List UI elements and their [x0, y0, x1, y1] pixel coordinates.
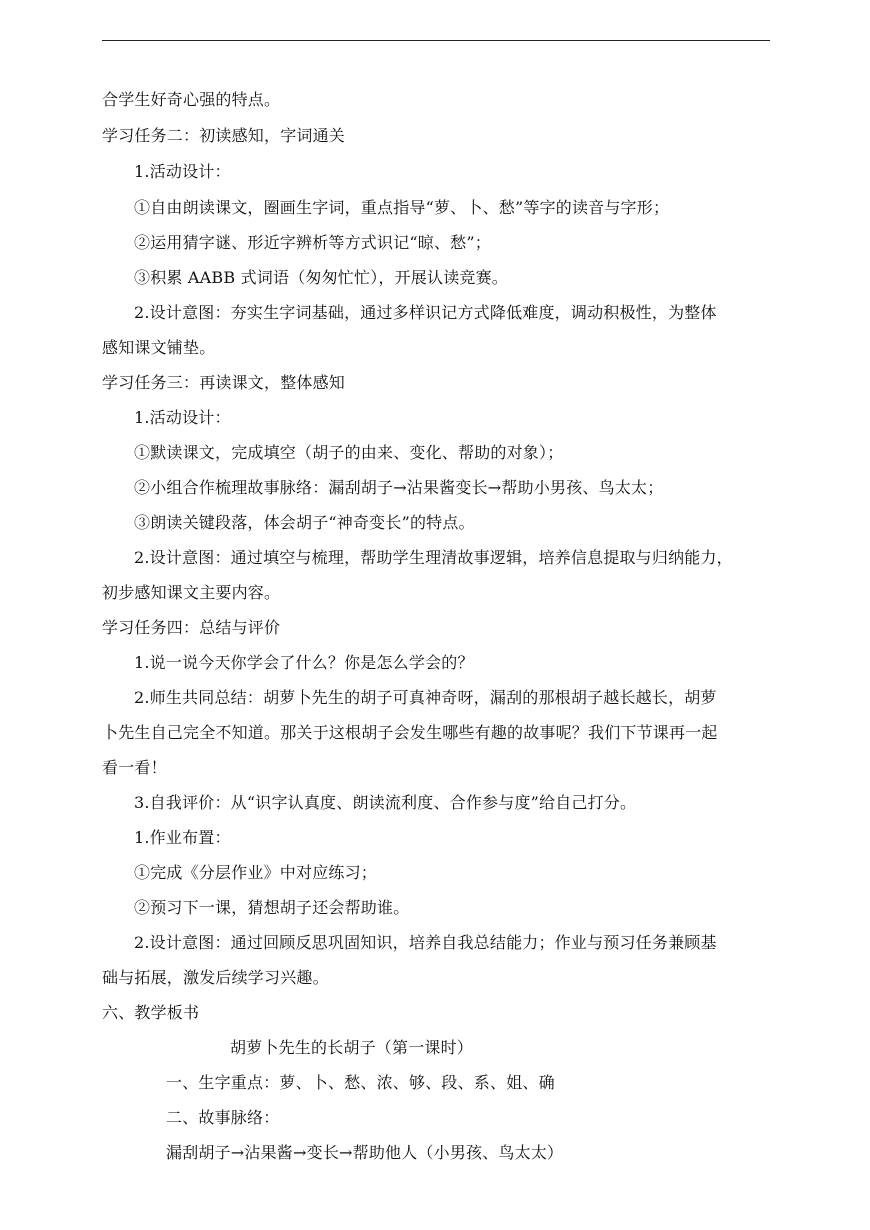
board-line: 漏刮胡子→沾果酱→变长→帮助他人（小男孩、鸟太太）	[166, 1143, 564, 1162]
text-line: 1.作业布置：	[134, 828, 231, 847]
section-heading: 六、教学板书	[102, 1003, 200, 1022]
text-line: ②小组合作梳理故事脉络：漏刮胡子→沾果酱变长→帮助小男孩、鸟太太；	[134, 478, 664, 497]
text-line: ②预习下一课，猜想胡子还会帮助谁。	[134, 898, 410, 917]
text-line: 看一看！	[102, 758, 167, 777]
header-rule	[102, 40, 770, 41]
text-line: 感知课文铺垫。	[102, 338, 216, 357]
text-line: ①自由朗读课文，圈画生字词，重点指导“萝、卜、愁”等字的读音与字形；	[134, 198, 670, 217]
text-line: 3.自我评价：从“识字认真度、朗读流利度、合作参与度”给自己打分。	[134, 793, 637, 812]
section-heading: 学习任务三：再读课文，整体感知	[102, 373, 346, 392]
text-line: ②运用猜字谜、形近字辨析等方式识记“晾、愁”；	[134, 233, 491, 252]
section-heading: 学习任务二：初读感知，字词通关	[102, 126, 346, 145]
section-heading: 学习任务四：总结与评价	[102, 618, 281, 637]
text-line: 2.师生共同总结：胡萝卜先生的胡子可真神奇呀，漏刮的那根胡子越长越长，胡萝	[134, 688, 717, 707]
text-line: 初步感知课文主要内容。	[102, 583, 281, 602]
text-line: 卜先生自己完全不知道。那关于这根胡子会发生哪些有趣的故事呢？我们下节课再一起	[102, 723, 718, 742]
text-line: ③积累 AABB 式词语（匆匆忙忙），开展认读竞赛。	[134, 268, 508, 287]
text-line: 2.设计意图：通过填空与梳理，帮助学生理清故事逻辑，培养信息提取与归纳能力，	[134, 548, 733, 567]
text-line: 2.设计意图：通过回顾反思巩固知识，培养自我总结能力；作业与预习任务兼顾基	[134, 933, 717, 952]
text-line: 合学生好奇心强的特点。	[102, 90, 281, 109]
text-line: ③朗读关键段落，体会胡子“神奇变长”的特点。	[134, 513, 475, 532]
text-line: 础与拓展，激发后续学习兴趣。	[102, 968, 329, 987]
board-line: 二、故事脉络：	[166, 1108, 280, 1127]
text-line: 1.活动设计：	[134, 408, 231, 427]
text-line: ①默读课文，完成填空（胡子的由来、变化、帮助的对象）；	[134, 443, 564, 462]
board-title: 胡萝卜先生的长胡子（第一课时）	[230, 1038, 474, 1057]
text-line: 1.活动设计：	[134, 162, 231, 181]
text-line: 1.说一说今天你学会了什么？你是怎么学会的？	[134, 653, 474, 672]
text-line: ①完成《分层作业》中对应练习；	[134, 863, 378, 882]
text-line: 2.设计意图：夯实生字词基础，通过多样识记方式降低难度，调动积极性，为整体	[134, 303, 717, 322]
board-line: 一、生字重点：萝、卜、愁、浓、够、段、系、姐、确	[166, 1073, 555, 1092]
